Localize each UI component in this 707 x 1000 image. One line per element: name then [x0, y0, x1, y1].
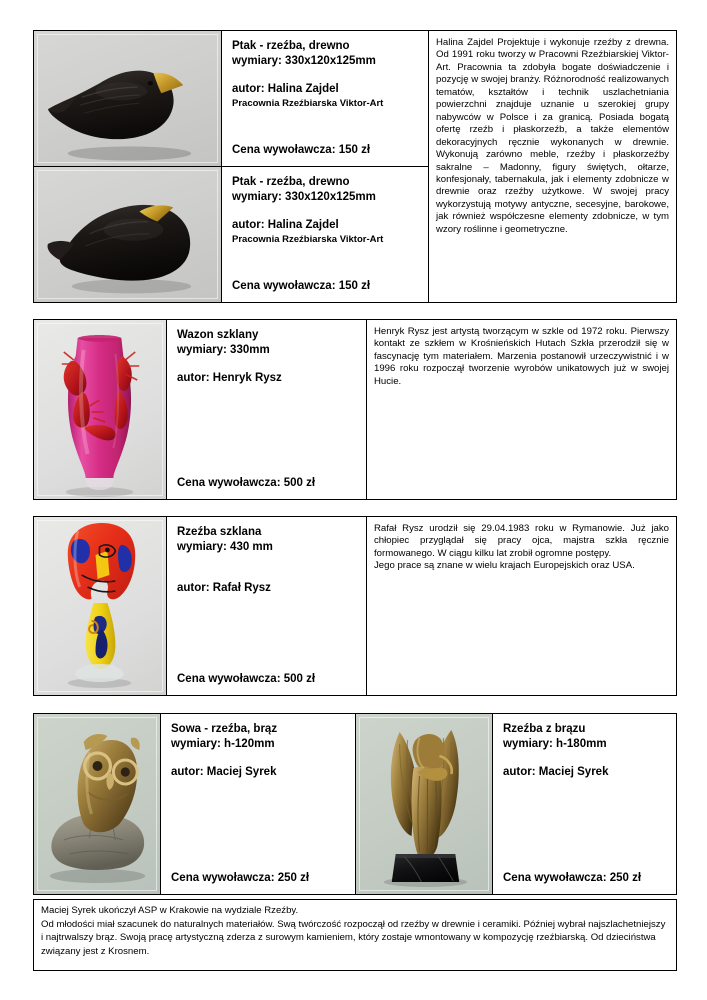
item-studio: Pracownia Rzeźbiarska Viktor-Art — [232, 98, 384, 109]
bird-sculpture-illustration — [34, 167, 221, 303]
item-author: autor: Halina Zajdel — [232, 218, 339, 231]
item-author: autor: Halina Zajdel — [232, 83, 339, 95]
bio-line-1: Maciej Syrek ukończył ASP w Krakowie na wydziale Rzeźby. — [41, 905, 299, 916]
item-photo-ptak-2 — [34, 167, 222, 303]
artist-bio-syrek — [33, 899, 677, 971]
artist-description-henryk-rysz — [367, 320, 676, 499]
item-info-aniol — [493, 714, 676, 894]
item-block-birds — [33, 30, 677, 303]
description-text: Halina Zajdel Projektuje i wykonuje rzeźby z drewna. Od 1991 roku tworzy w Pracowni Rzeźbiarskiej Viktor-Art. Pracownia ta zdobyła bogate doświadczenie i pozycję w swojej branży. Różnorodność realizowanych tematów, kształtów i technik uszlachetniania powierzchni znajduje uznanie u szerokiej grupy nabywców w Polsce i za granicą. Posiada bogatą ofertę rzeźb i płaskorzeźb, a także elementów dekoracyjnych ręcznie wykonanych w drewnie. Wykonują zarówno meble, rzeźby i płaskorzeźby sakralne – Madonny, figury świętych, ołtarze, konfesjonały, tabernakula, jak i elementy zdobnicze w drewnie oraz rzeźby użytkowe. W swojej pracy wykorzystują motywy antyczne, secesyjne, barokowe, jak również współczesne elementy zdobnicze, w tym wzory roślinne i geometryczne. — [436, 37, 669, 235]
description-text: Henryk Rysz jest artystą tworzącym w szkle od 1972 roku. Pierwszy kontakt ze szkłem w Krośnieńskich Hutach Szkła przerodził się w fascynację tym materiałem. Marzenia postanowił urzeczywistnić i w 1996 roku rozpoczął tworzenie wyrobów unikatowych już w swojej Hucie. — [374, 326, 669, 387]
item-price: Cena wywoławcza: 500 zł — [177, 673, 316, 685]
item-title: Rzeźba szklana — [177, 526, 262, 538]
bronze-owl-illustration — [34, 714, 160, 894]
item-author: autor: Maciej Syrek — [171, 766, 277, 778]
item-info-wazon — [167, 320, 367, 499]
item-dimensions: wymiary: h-120mm — [171, 738, 275, 750]
item-price: Cena wywoławcza: 250 zł — [171, 872, 310, 884]
item-price: Cena wywoławcza: 250 zł — [503, 872, 642, 884]
item-photo-aniol — [356, 714, 493, 894]
item-studio: Pracownia Rzeźbiarska Viktor-Art — [232, 233, 384, 245]
item-author: autor: Maciej Syrek — [503, 766, 609, 778]
item-price: Cena wywoławcza: 150 zł — [232, 280, 371, 292]
item-title: Sowa - rzeźba, brąz — [171, 723, 278, 735]
artist-description-rafal-rysz — [367, 517, 676, 695]
abstract-glass-sculpture-illustration — [34, 517, 166, 695]
item-block-wazon — [33, 319, 677, 500]
artist-description-zajdel — [429, 31, 676, 302]
bronze-angel-illustration — [356, 714, 492, 894]
item-title: Ptak - rzeźba, drewno — [232, 175, 350, 188]
item-title: Rzeźba z brązu — [503, 723, 586, 735]
item-dimensions: wymiary: 330mm — [177, 344, 270, 356]
item-price: Cena wywoławcza: 500 zł — [177, 477, 316, 489]
item-dimensions: wymiary: 330x120x125mm — [232, 55, 376, 67]
bird-sculpture-illustration — [34, 31, 221, 166]
item-title: Wazon szklany — [177, 329, 259, 341]
item-info-ptak-2 — [222, 167, 428, 303]
item-photo-sowa — [34, 714, 161, 894]
item-info-rzezba-szklana — [167, 517, 367, 695]
item-info-sowa — [161, 714, 356, 894]
glass-vase-illustration — [34, 320, 166, 499]
item-author: autor: Rafał Rysz — [177, 582, 271, 594]
item-title: Ptak - rzeźba, drewno — [232, 40, 350, 52]
item-info-ptak-1 — [222, 31, 428, 166]
item-author: autor: Henryk Rysz — [177, 372, 282, 384]
description-text-part2: Jego prace są znane w wielu krajach Europejskich oraz USA. — [374, 560, 635, 572]
item-photo-ptak-1 — [34, 31, 222, 166]
item-price: Cena wywoławcza: 150 zł — [232, 143, 371, 156]
description-text-part1: Rafał Rysz urodził się 29.04.1983 roku w Rymanowie. Już jako chłopiec przyglądał się pracy ojca, majstra szkła ręcznie formowanego. W ciągu kilku lat zrobił ogromne postępy. — [374, 523, 669, 559]
item-block-bronzes — [33, 713, 677, 895]
item-block-rzezba-szklana — [33, 516, 677, 696]
item-photo-rzezba-szklana — [34, 517, 167, 695]
item-dimensions: wymiary: 430 mm — [177, 541, 273, 553]
item-dimensions: wymiary: h-180mm — [503, 738, 607, 750]
item-dimensions: wymiary: 330x120x125mm — [232, 190, 376, 203]
item-photo-wazon — [34, 320, 167, 499]
bio-line-2: Od młodości miał szacunek do naturalnych materiałów. Swą twórczość rozpoczął od rzeźby w drewnie i ceramiki. Później wybrał najszlachetniejszy i najtrwalszy brąz. Swoją pracę artystyczną zderza z surowym kamieniem, który zostaje wmontowany w kompozycję rzeźbiarską. Od dzieciństwa związany jest z Krosnem. — [41, 918, 666, 957]
